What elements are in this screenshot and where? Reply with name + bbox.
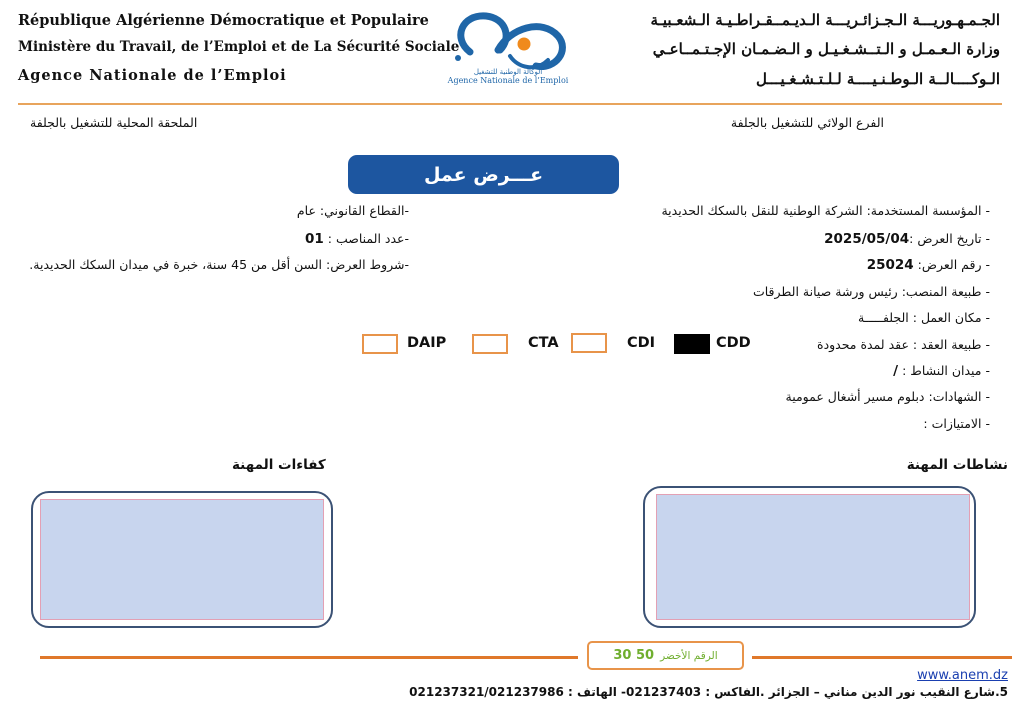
field-workplace-label: - مكان العمل : bbox=[912, 310, 990, 325]
field-contract-type-value: عقد لمدة محدودة bbox=[817, 337, 909, 352]
branch-local: الملحقة المحلية للتشغيل بالجلفة bbox=[30, 115, 198, 130]
contract-label-daip: DAIP bbox=[407, 335, 447, 351]
field-position-label: - طبيعة المنصب: bbox=[901, 284, 990, 299]
field-contract-type-label: - طبيعة العقد : bbox=[912, 337, 990, 352]
field-workplace-value: الجلفـــــة bbox=[857, 310, 909, 325]
field-activity-domain bbox=[893, 363, 990, 379]
branch-wilaya: الفرع الولائي للتشغيل بالجلفة bbox=[730, 115, 884, 130]
field-employer-value: الشركة الوطنية للنقل بالسكك الحديدية bbox=[661, 203, 863, 218]
footer-address: 5.شارع النقيب نور الدين مناني – الجزائر .الفاكس : 021237403- الهاتف : 021237321/021237986 bbox=[409, 685, 1008, 699]
contract-label-cdd: CDD bbox=[716, 335, 751, 351]
field-diplomas-value: دبلوم مسير أشغال عمومية bbox=[785, 389, 925, 404]
header-ar-line-3: الـوكــــالــة الـوطـنـيــــة لـلـتـشـغـيـــل bbox=[755, 70, 1000, 88]
field-legal-sector bbox=[297, 203, 409, 218]
header-fr-line-3: Agence Nationale de l’Emploi bbox=[18, 67, 287, 84]
green-number-label: الرقم الأخضر bbox=[660, 649, 718, 662]
website-link[interactable]: www.anem.dz bbox=[917, 668, 1008, 683]
field-activity-domain-value: / bbox=[893, 363, 899, 379]
field-positions-count-label: -عدد المناصب : bbox=[327, 231, 409, 246]
field-positions-count bbox=[305, 231, 409, 247]
field-workplace bbox=[858, 310, 990, 325]
logo-caption-fr: Agence Nationale de l’Emploi bbox=[447, 76, 569, 85]
field-offer-date-value: 2025/05/04 bbox=[824, 231, 910, 247]
field-diplomas-label: - الشهادات: bbox=[928, 389, 990, 404]
header-divider bbox=[18, 103, 1002, 105]
field-offer-date bbox=[824, 231, 990, 247]
contract-label-cta: CTA bbox=[528, 335, 559, 351]
footer-rule-left bbox=[40, 656, 578, 659]
field-offer-number bbox=[867, 257, 990, 273]
field-employer-label: - المؤسسة المستخدمة: bbox=[866, 203, 990, 218]
field-activity-domain-label: - ميدان النشاط : bbox=[902, 363, 990, 378]
field-legal-sector-label: -القطاع القانوني: bbox=[319, 203, 409, 218]
checkbox-cdd[interactable] bbox=[674, 334, 710, 354]
section-skills-title: كفاءات المهنة bbox=[232, 457, 326, 473]
field-benefits-label: - الامتيازات : bbox=[923, 416, 990, 431]
field-positions-count-value: 01 bbox=[304, 231, 324, 247]
contract-label-cdi: CDI bbox=[627, 335, 656, 351]
green-number-badge bbox=[587, 641, 744, 670]
field-position-value: رئيس ورشة صيانة الطرقات bbox=[752, 284, 898, 299]
field-offer-number-value: 25024 bbox=[866, 257, 914, 273]
header-fr-line-2: Ministère du Travail, de l’Emploi et de La Sécurité Sociale bbox=[18, 39, 460, 55]
field-offer-number-label: - رقم العرض: bbox=[917, 257, 990, 272]
field-offer-conditions-label: -شروط العرض: bbox=[326, 257, 409, 272]
header-ar-line-1: الجـمـهـوريـــة الـجـزائـريـــة الـديـمــقـراطـيـة الـشعـبيـة bbox=[650, 11, 1000, 29]
activities-box-content[interactable] bbox=[656, 494, 970, 620]
section-activities-title: نشاطات المهنة bbox=[906, 457, 1008, 473]
field-offer-date-label: - تاريخ العرض : bbox=[909, 231, 990, 246]
field-diplomas bbox=[786, 389, 991, 404]
header-fr-line-1: République Algérienne Démocratique et Populaire bbox=[18, 12, 429, 29]
logo-caption-ar: الوكالة الوطنية للتشغيل bbox=[473, 68, 543, 76]
skills-box-content[interactable] bbox=[40, 499, 324, 620]
footer-rule-right bbox=[752, 656, 1012, 659]
field-position bbox=[753, 284, 990, 299]
field-contract-type bbox=[817, 337, 990, 352]
field-offer-conditions-value: السن أقل من 45 سنة، خبرة في ميدان السكك الحديدية. bbox=[29, 257, 323, 272]
field-legal-sector-value: عام bbox=[296, 203, 316, 218]
checkbox-daip[interactable] bbox=[362, 334, 398, 354]
field-employer bbox=[661, 203, 990, 218]
checkbox-cdi[interactable] bbox=[571, 333, 607, 353]
checkbox-cta[interactable] bbox=[472, 334, 508, 354]
green-number-value: 30 50 bbox=[613, 648, 655, 663]
field-offer-conditions bbox=[29, 257, 409, 272]
header-ar-line-2: وزارة الـعـمـل و الـتــشـغـيـل و الـضـمـان الإجـتـمــاعـي bbox=[652, 40, 1000, 58]
field-benefits bbox=[923, 416, 990, 431]
page-title: عـــرض عمل bbox=[348, 155, 619, 194]
